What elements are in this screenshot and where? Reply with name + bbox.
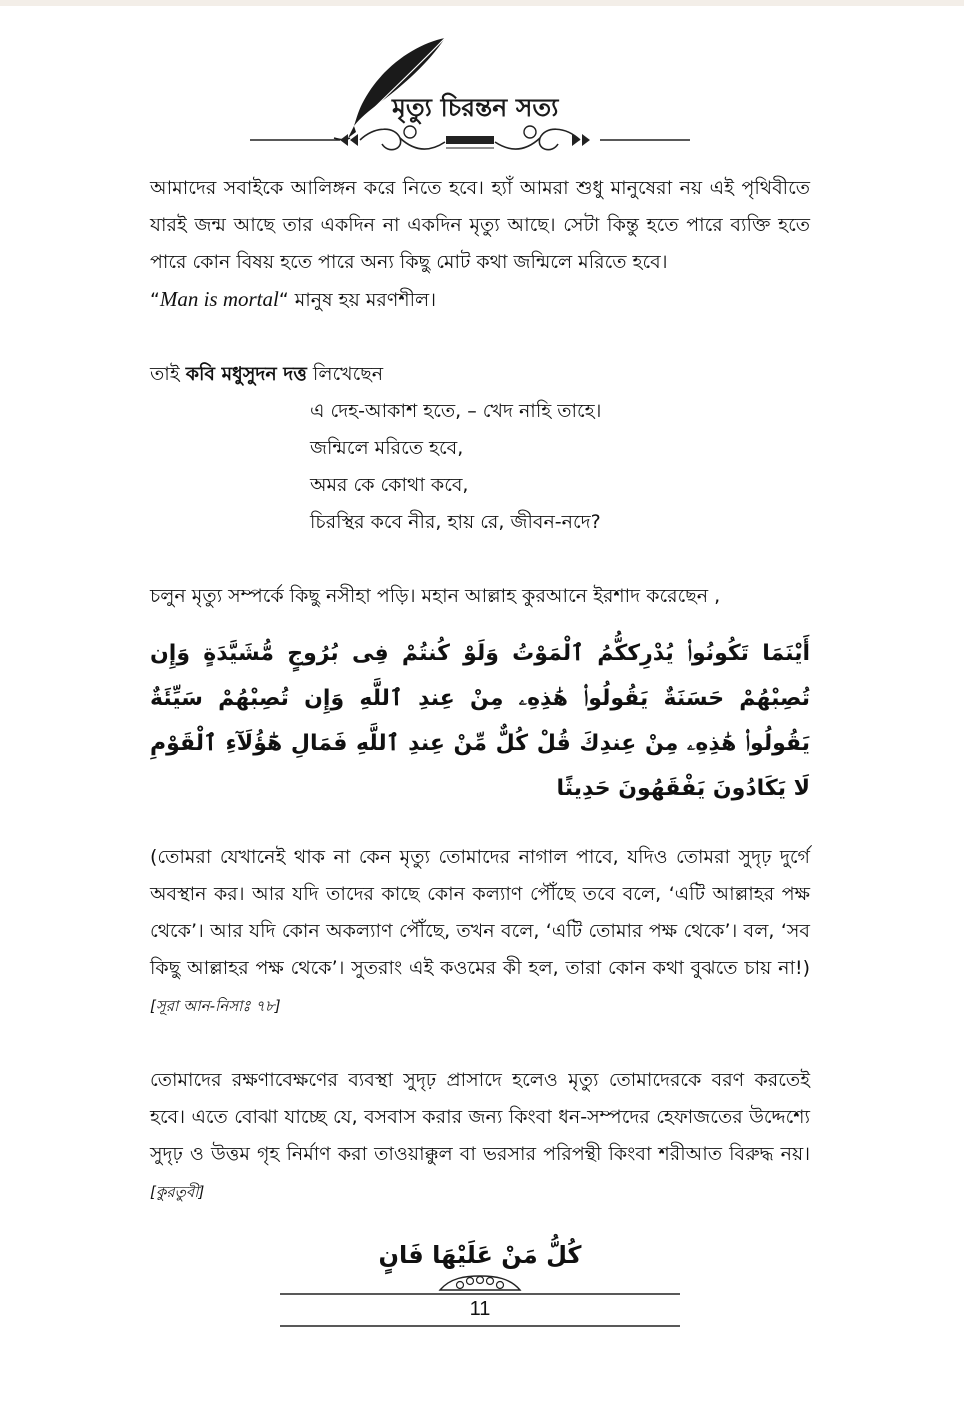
poem-line: অমর কে কোথা কবে,	[310, 474, 469, 496]
page-number: 11	[469, 1298, 491, 1320]
translation-text: (তোমরা যেখানেই থাক না কেন মৃত্যু তোমাদের নাগাল পাবে, যদিও তোমরা সুদৃঢ় দুর্গে অবস্থান কর। আর যদি তাদের কাছে কোন কল্যাণ পৌঁছে তবে বলে, ‘এটি আল্লাহর পক্ষ থেকে’। আর যদি কোন অকল্যাণ পৌঁছে, তখন বলে, ‘এটি তোমার পক্ষ থেকে’। বল, ‘সব কিছু আল্লাহর পক্ষ থেকে’। সুতরাং এই কওমের কী হল, তারা কোন কথা বুঝতে চায় না!)	[150, 846, 810, 979]
paragraph-intro-text: আমাদের সবাইকে আলিঙ্গন করে নিতে হবে। হ্যাঁ আমরা শুধু মানুষেরা নয় এই পৃথিবীতে যারই জন্ম আছে তার একদিন না একদিন মৃত্যু আছে। সেটা কিন্তু হতে পারে ব্যক্তি হতে পারে কোন বিষয় হতে পারে অন্য কিছু মোট কথা জন্মিলে মরিতে হবে।	[150, 177, 810, 273]
quote-open: “	[150, 289, 160, 311]
paragraph-intro	[150, 170, 810, 319]
poem-line: এ দেহ-আকাশ হতে, – খেদ নাহি তাহে।	[310, 400, 602, 422]
top-edge-band	[0, 0, 964, 6]
ornament-divider-top	[250, 120, 690, 164]
poem-line: চিরস্থির কবে নীর, হায় রে, জীবন-নদে?	[310, 511, 601, 533]
paragraph-quran-intro: চলুন মৃত্যু সম্পর্কে কিছু নসীহা পড়ি। মহান আল্লাহ কুরআনে ইরশাদ করেছেন ,	[150, 585, 721, 607]
paragraph-commentary	[150, 1062, 810, 1211]
arabic-closing-verse: كُلُّ مَنْ عَلَيْهَا فَانٍ	[378, 1241, 582, 1269]
page-title: মৃত্যু চিরন্তন সত্য	[392, 93, 559, 122]
poet-suffix: লিখেছেন	[306, 363, 384, 385]
quote-translation: “ মানুষ হয় মরণশীল।	[278, 289, 436, 311]
poet-name: কবি মধুসুদন দত্ত	[185, 363, 307, 385]
paragraph-translation	[150, 839, 810, 1025]
arabic-verse: أَيْنَمَا تَكُونُوا۟ يُدْرِككُّمُ ٱلْمَوْتُ وَلَوْ كُنتُمْ فِى بُرُوجٍ مُّشَيَّدَةٍ وَإِن تُصِبْهُمْ حَسَنَةٌ يَقُولُوا۟ هَٰذِهِۦ مِنْ عِندِ ٱللَّهِ وَإِن تُصِبْهُمْ سَيِّئَةٌ يَقُولُوا۟ هَٰذِهِۦ مِنْ عِندِكَ قُلْ كُلٌّ مِّنْ عِندِ ٱللَّهِ فَمَالِ هَٰٓؤُلَآءِ ٱلْقَوْمِ لَا يَكَادُونَ يَفْقَهُونَ حَدِيثًا	[150, 641, 810, 801]
commentary-text: তোমাদের রক্ষণাবেক্ষণের ব্যবস্থা সুদৃঢ় প্রাসাদে হলেও মৃত্যু তোমাদেরকে বরণ করতেই হবে। এতে বোঝা যাচ্ছে যে, বসবাস করার জন্য কিংবা ধন-সম্পদের হেফাজতের উদ্দেশ্যে সুদৃঢ় ও উত্তম গৃহ নির্মাণ করা তাওয়াক্কুল বা ভরসার পরিপন্থী কিংবা শরীআত বিরুদ্ধ নয়।	[150, 1069, 810, 1165]
poet-prefix: তাই	[150, 363, 186, 385]
poem-block	[310, 393, 810, 541]
english-quote: Man is mortal	[159, 287, 279, 311]
page-body	[150, 170, 810, 1269]
page-footer	[280, 1270, 680, 1340]
surah-reference: [সূরা আন-নিসাঃ ৭৮]	[150, 997, 281, 1015]
paragraph-poet	[150, 356, 810, 393]
poem-line: জন্মিলে মরিতে হবে,	[310, 437, 464, 459]
page-header	[0, 28, 964, 158]
tafsir-reference: [কুরতুবী]	[150, 1183, 205, 1201]
